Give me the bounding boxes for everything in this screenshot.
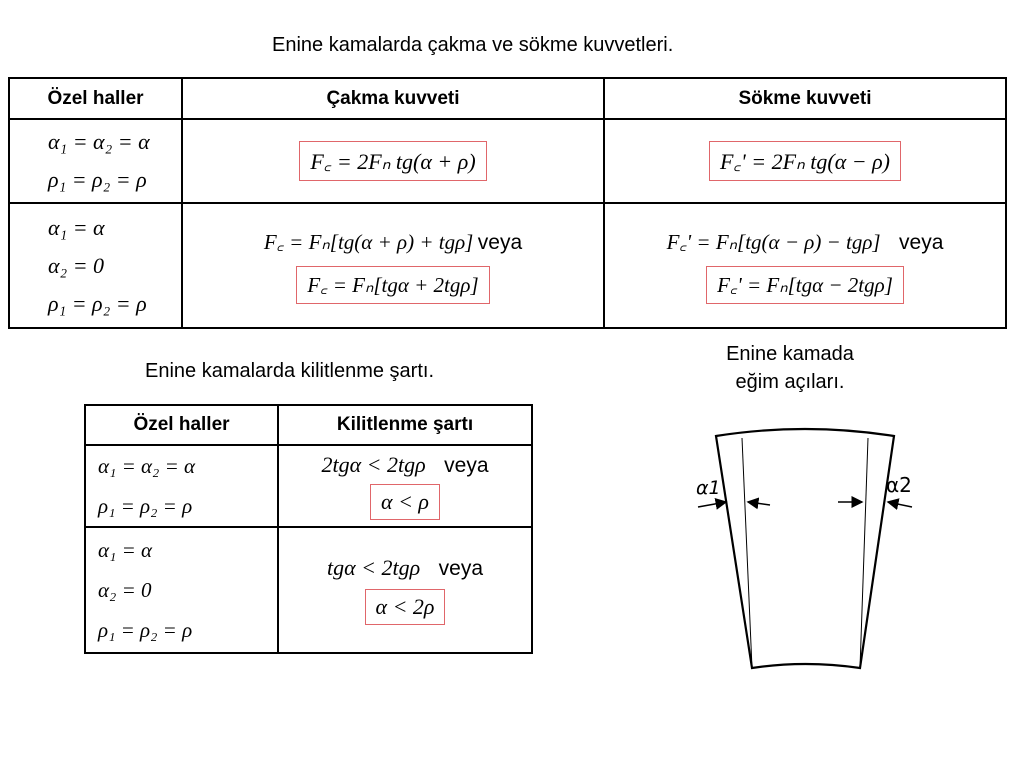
page-title: Enine kamalarda çakma ve sökme kuvvetleri. (272, 34, 674, 56)
alpha1-arrow-left (698, 502, 726, 507)
row2-removal-formula-1: F꜀' = Fₙ[tg(α − ρ) − tgρ] (666, 229, 881, 254)
alpha1-label: α1 (696, 477, 721, 499)
header-driving-force: Çakma kuvveti (182, 78, 604, 119)
row1-driving-cell (182, 119, 604, 203)
alpha1-arrow-right (748, 502, 770, 505)
row1-cond-1: α₁ = α₂ = α (48, 129, 150, 154)
locking-row2-conditions (85, 527, 278, 653)
row1-removal-cell (604, 119, 1006, 203)
row2-removal-cell (604, 203, 1006, 328)
locking-row2-cond-1: α₁ = α (98, 538, 153, 562)
locking-header-special-cases: Özel haller (85, 405, 278, 445)
locking-title: Enine kamalarda kilitlenme şartı. (145, 360, 435, 382)
row1-cond-2: ρ₁ = ρ₂ = ρ (48, 167, 147, 192)
diagram-label-line2: eğim açıları. (735, 371, 845, 393)
row1-driving-formula: F꜀ = 2Fₙ tg(α + ρ) (299, 141, 486, 181)
row2-cond-3: ρ₁ = ρ₂ = ρ (48, 290, 147, 316)
row2-driving-veya: veya (477, 230, 523, 254)
locking-row1-cond-2: ρ₁ = ρ₂ = ρ (98, 494, 193, 518)
locking-row2-cell (278, 527, 532, 653)
alpha2-arrow-right (888, 502, 912, 507)
locking-row1-cond-1: α₁ = α₂ = α (98, 454, 196, 478)
locking-row2-cond-3: ρ₁ = ρ₂ = ρ (98, 618, 193, 642)
row2-driving-cell (182, 203, 604, 328)
locking-row1-veya: veya (444, 454, 489, 477)
locking-row1-boxed: α < ρ (370, 484, 440, 520)
diagram-label-line1: Enine kamada (726, 343, 854, 365)
locking-header-condition: Kilitlenme şartı (278, 405, 532, 445)
row2-removal-formula-2: F꜀' = Fₙ[tgα − 2tgρ] (706, 266, 904, 304)
row1-conditions (9, 119, 182, 203)
locking-row2-boxed: α < 2ρ (365, 589, 446, 625)
locking-row2-veya: veya (438, 557, 483, 580)
wedge-diagram (680, 410, 930, 680)
header-special-cases: Özel haller (9, 78, 182, 119)
locking-row2-cond-2: α₂ = 0 (98, 578, 152, 602)
diagram-label (700, 340, 880, 396)
row1-removal-formula: F꜀' = 2Fₙ tg(α − ρ) (709, 141, 901, 181)
row2-removal-veya: veya (899, 230, 944, 254)
force-table (8, 77, 1007, 329)
row2-driving-formula-1: F꜀ = Fₙ[tg(α + ρ) + tgρ] (263, 229, 474, 254)
row2-conditions (9, 203, 182, 328)
header-removal-force: Sökme kuvveti (604, 78, 1006, 119)
locking-table (84, 404, 533, 654)
locking-row1-cell (278, 445, 532, 527)
alpha2-label: α2 (886, 473, 912, 497)
row2-driving-formula-2: F꜀ = Fₙ[tgα + 2tgρ] (296, 266, 489, 304)
row2-cond-1: α₁ = α (48, 214, 105, 240)
locking-row1-conditions (85, 445, 278, 527)
row2-cond-2: α₂ = 0 (48, 252, 105, 278)
locking-row2-formula: tgα < 2tgρ (327, 555, 421, 580)
locking-row1-formula: 2tgα < 2tgρ (321, 452, 426, 477)
